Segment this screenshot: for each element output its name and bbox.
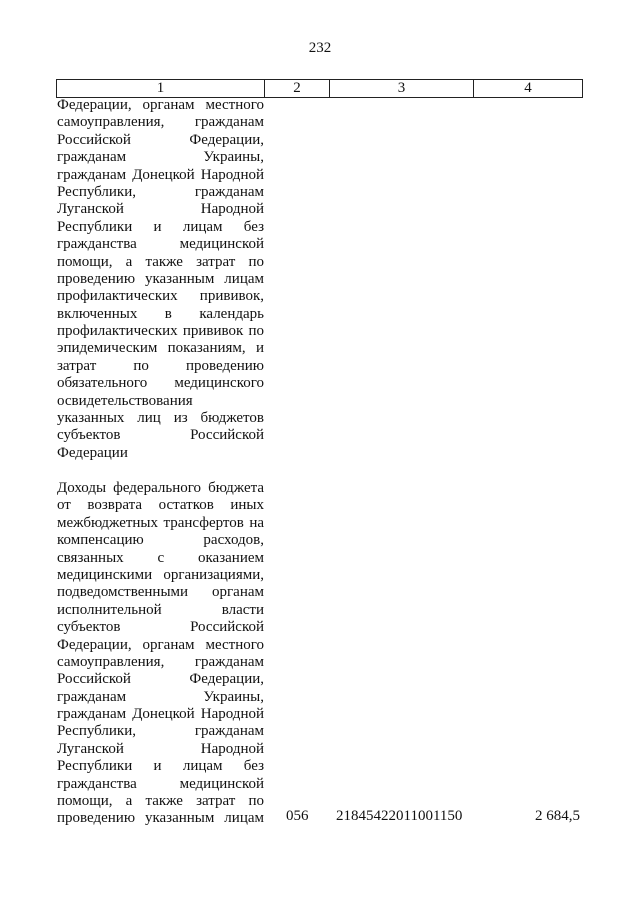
description-block-continued bbox=[57, 97, 264, 462]
description-line: Республики, гражданам bbox=[57, 723, 264, 740]
description-line: Республики, гражданам bbox=[57, 183, 264, 200]
column-header-1: 1 bbox=[57, 80, 265, 98]
description-line: затрат по проведению bbox=[57, 357, 264, 374]
description-line: помощи, а также затрат по bbox=[57, 793, 264, 810]
description-line: гражданам Донецкой Народной bbox=[57, 166, 264, 183]
description-line: медицинскими организациями, bbox=[57, 566, 264, 583]
description-line: проведению указанным лицам bbox=[57, 810, 264, 827]
description-line: самоуправления, гражданам bbox=[57, 653, 264, 670]
column-header-table bbox=[56, 79, 583, 98]
column-header-2: 2 bbox=[265, 80, 330, 98]
description-line: Республики и лицам без bbox=[57, 218, 264, 235]
admin-code-cell: 056 bbox=[286, 808, 309, 824]
description-line: эпидемическим показаниям, и bbox=[57, 340, 264, 357]
description-line: профилактических прививок по bbox=[57, 323, 264, 340]
description-line: гражданам Украины, bbox=[57, 688, 264, 705]
description-line: Российской Федерации, bbox=[57, 671, 264, 688]
description-line: Федерации, органам местного bbox=[57, 97, 264, 113]
description-line: указанных лиц из бюджетов bbox=[57, 410, 264, 427]
description-line: субъектов Российской bbox=[57, 427, 264, 444]
amount-cell: 2 684,5 bbox=[535, 808, 580, 824]
description-line: Республики и лицам без bbox=[57, 758, 264, 775]
description-line: самоуправления, гражданам bbox=[57, 114, 264, 131]
description-line: проведению указанным лицам bbox=[57, 270, 264, 287]
column-header-3: 3 bbox=[330, 80, 474, 98]
description-line: компенсацию расходов, bbox=[57, 532, 264, 549]
description-line: гражданства медицинской bbox=[57, 775, 264, 792]
description-line: Луганской Народной bbox=[57, 201, 264, 218]
description-line: межбюджетных трансфертов на bbox=[57, 514, 264, 531]
description-line: помощи, а также затрат по bbox=[57, 253, 264, 270]
description-line: Доходы федерального бюджета bbox=[57, 480, 264, 496]
description-line: гражданам Украины, bbox=[57, 149, 264, 166]
description-line: от возврата остатков иных bbox=[57, 497, 264, 514]
description-line: обязательного медицинского bbox=[57, 375, 264, 392]
description-line: Федерации bbox=[57, 444, 128, 461]
budget-classification-code-cell: 21845422011001150 bbox=[336, 808, 463, 824]
description-line: включенных в календарь bbox=[57, 305, 264, 322]
description-line: гражданам Донецкой Народной bbox=[57, 706, 264, 723]
column-header-row bbox=[57, 80, 583, 98]
description-line: гражданства медицинской bbox=[57, 236, 264, 253]
column-header-4: 4 bbox=[474, 80, 583, 98]
description-line: Луганской Народной bbox=[57, 740, 264, 757]
description-line: связанных с оказанием bbox=[57, 549, 264, 566]
description-line: подведомственными органам bbox=[57, 584, 264, 601]
page-number: 232 bbox=[308, 40, 332, 56]
description-line: освидетельствования bbox=[57, 392, 193, 409]
description-line: Российской Федерации, bbox=[57, 131, 264, 148]
description-block-income bbox=[57, 480, 264, 828]
description-line: исполнительной власти bbox=[57, 601, 264, 618]
description-line: Федерации, органам местного bbox=[57, 636, 264, 653]
description-line: субъектов Российской bbox=[57, 619, 264, 636]
description-line: профилактических прививок, bbox=[57, 288, 264, 305]
